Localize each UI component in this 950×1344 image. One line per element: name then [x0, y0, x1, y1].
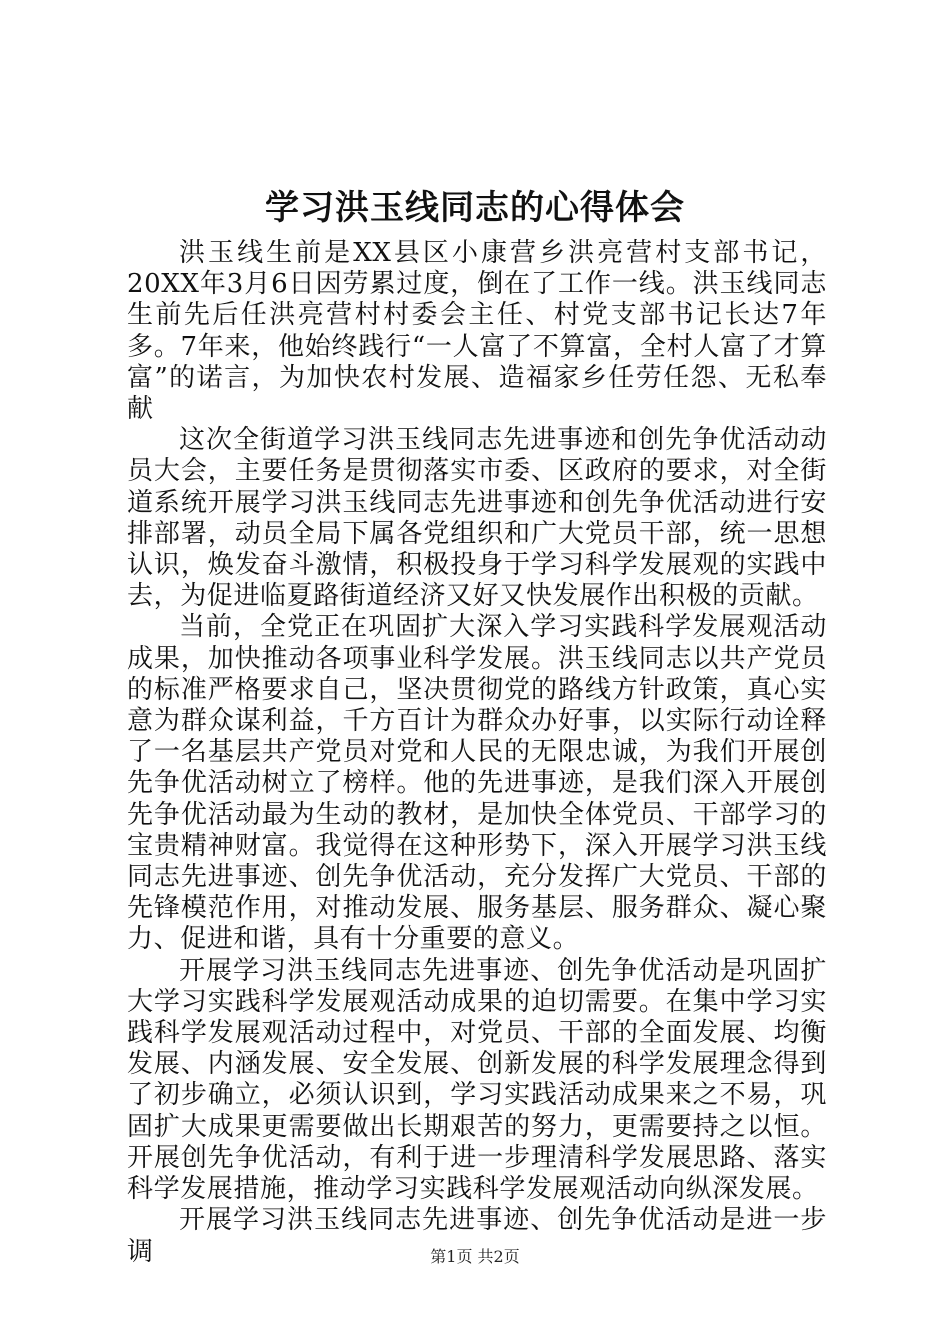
paragraph-3: 当前，全党正在巩固扩大深入学习实践科学发展观活动成果，加快推动各项事业科学发展。洪玉线同志以共产党员的标准严格要求自己，坚决贯彻党的路线方针政策，真心实意为群众谋利益，千方百计为群众办好事，以实际行动诠释了一名基层共产党员对党和人民的无限忠诚，为我们开展创先争优活动树立了榜样。他的先进事迹，是我们深入开展创先争优活动最为生动的教材，是加快全体党员、干部学习的宝贵精神财富。我觉得在这种形势下，深入开展学习洪玉线同志先进事迹、创先争优活动，充分发挥广大党员、干部的先锋模范作用，对推动发展、服务基层、服务群众、凝心聚力、促进和谐，具有十分重要的意义。: [127, 612, 827, 955]
page-number-footer: 第1页 共2页: [430, 1247, 520, 1266]
document-title: 学习洪玉线同志的心得体会: [265, 188, 685, 228]
paragraph-1: 洪玉线生前是XX县区小康营乡洪亮营村支部书记，20XX年3月6日因劳累过度，倒在了工作一线。洪玉线同志生前先后任洪亮营村村委会主任、村党支部书记长达7年多。7年来，他始终践行“一人富了不算富，全村人富了才算富”的诺言，为加快农村发展、造福家乡任劳任怨、无私奉献: [127, 238, 827, 425]
paragraph-4: 开展学习洪玉线同志先进事迹、创先争优活动是巩固扩大学习实践科学发展观活动成果的迫切需要。在集中学习实践科学发展观活动过程中，对党员、干部的全面发展、均衡发展、内涵发展、安全发展、创新发展的科学发展理念得到了初步确立，必须认识到，学习实践活动成果来之不易，巩固扩大成果更需要做出长期艰苦的努力，更需要持之以恒。开展创先争优活动，有利于进一步理清科学发展思路、落实科学发展措施，推动学习实践科学发展观活动向纵深发展。: [127, 955, 827, 1205]
paragraph-5: 开展学习洪玉线同志先进事迹、创先争优活动是进一步调: [127, 1205, 827, 1267]
document-body: [127, 238, 827, 1268]
paragraph-2: 这次全街道学习洪玉线同志先进事迹和创先争优活动动员大会，主要任务是贯彻落实市委、区政府的要求，对全街道系统开展学习洪玉线同志先进事迹和创先争优活动进行安排部署，动员全局下属各党组织和广大党员干部，统一思想认识，焕发奋斗激情，积极投身于学习科学发展观的实践中去，为促进临夏路街道经济又好又快发展作出积极的贡献。: [127, 425, 827, 612]
